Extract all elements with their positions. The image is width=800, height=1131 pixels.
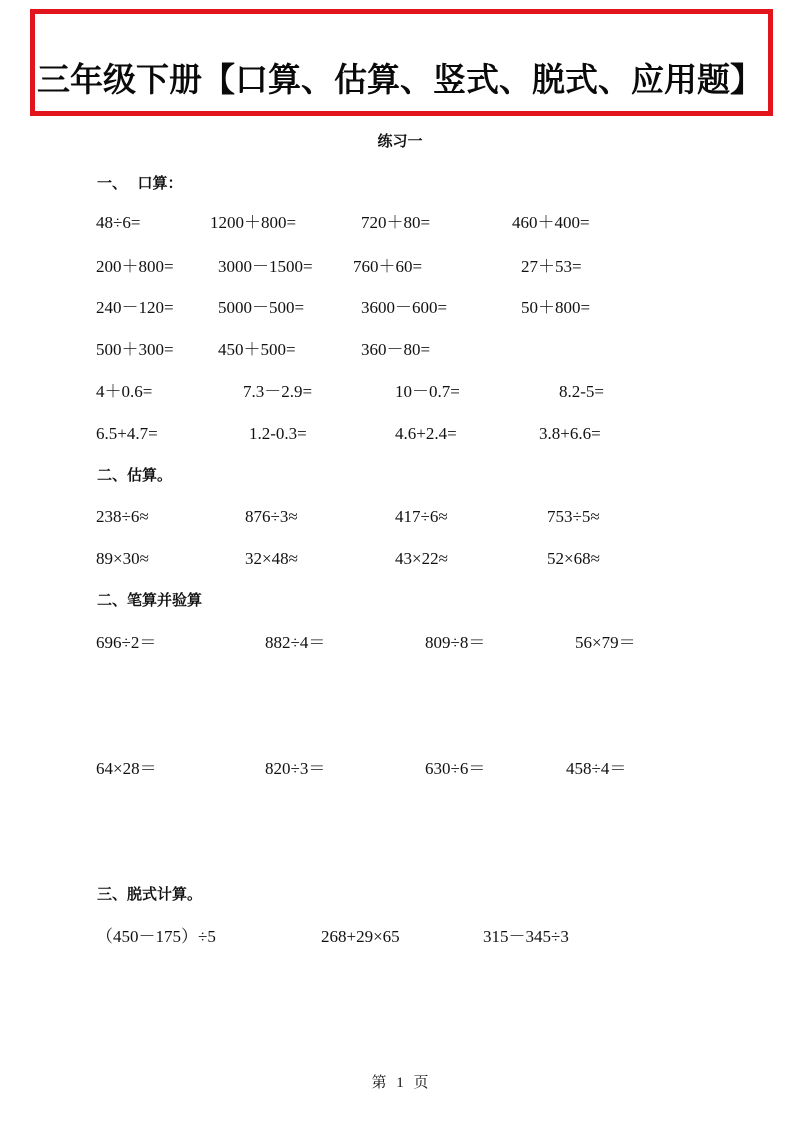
exercise-subtitle: 练习一 (377, 132, 423, 150)
page-number: 1 (396, 1075, 404, 1091)
problem-item: 4.6+2.4= (395, 424, 457, 443)
problem-item: 760＋60= (353, 257, 423, 276)
problem-item: 32×48≈ (245, 549, 298, 568)
problem-item: 50＋800= (521, 298, 591, 317)
problem-item: 27＋53= (521, 257, 582, 276)
problem-item: 240－120= (96, 298, 174, 317)
problem-item: 753÷5≈ (547, 507, 600, 526)
problem-item: 458÷4＝ (566, 759, 627, 778)
problem-item: 1.2-0.3= (249, 424, 307, 443)
problem-item: 315－345÷3 (483, 927, 569, 946)
problem-item: 6.5+4.7= (96, 424, 158, 443)
problem-item: 460＋400= (512, 213, 590, 232)
problem-item: 52×68≈ (547, 549, 600, 568)
problem-item: 417÷6≈ (395, 507, 448, 526)
problem-item: 200＋800= (96, 257, 174, 276)
problem-item: 696÷2＝ (96, 633, 157, 652)
problem-item: 7.3－2.9= (243, 382, 313, 401)
problem-item: 360－80= (361, 340, 431, 359)
problem-item: 48÷6= (96, 213, 141, 232)
problem-item: 882÷4＝ (265, 633, 326, 652)
problem-item: 630÷6＝ (425, 759, 486, 778)
section-heading-estimate: 二、估算。 (97, 466, 173, 484)
problem-item: 3.8+6.6= (539, 424, 601, 443)
document-title: 三年级下册【口算、估算、竖式、脱式、应用题】 (37, 60, 763, 99)
problem-item: 4＋0.6= (96, 382, 153, 401)
problem-item: 820÷3＝ (265, 759, 326, 778)
problem-item: 500＋300= (96, 340, 174, 359)
problem-item: 8.2-5= (559, 382, 604, 401)
problem-item: 1200＋800= (210, 213, 297, 232)
problem-item: 876÷3≈ (245, 507, 298, 526)
page-footer (0, 1073, 800, 1093)
problem-item: （450－175）÷5 (96, 927, 216, 946)
problem-item: 64×28＝ (96, 759, 157, 778)
section-heading-stepwise: 三、脱式计算。 (97, 885, 203, 903)
problem-item: 450＋500= (218, 340, 296, 359)
problem-item: 720＋80= (361, 213, 431, 232)
problem-item: 809÷8＝ (425, 633, 486, 652)
problem-item: 10－0.7= (395, 382, 460, 401)
section-heading-oral: 一、 口算： (97, 174, 183, 192)
problem-item: 268+29×65 (321, 927, 400, 946)
problem-item: 56×79＝ (575, 633, 636, 652)
footer-suffix: 页 (413, 1075, 429, 1091)
footer-prefix: 第 (371, 1075, 387, 1091)
problem-item: 3600－600= (361, 298, 448, 317)
problem-item: 238÷6≈ (96, 507, 149, 526)
section-heading-written: 二、笔算并验算 (97, 591, 203, 609)
problem-item: 5000－500= (218, 298, 305, 317)
problem-item: 3000－1500= (218, 257, 313, 276)
problem-item: 89×30≈ (96, 549, 149, 568)
problem-item: 43×22≈ (395, 549, 448, 568)
